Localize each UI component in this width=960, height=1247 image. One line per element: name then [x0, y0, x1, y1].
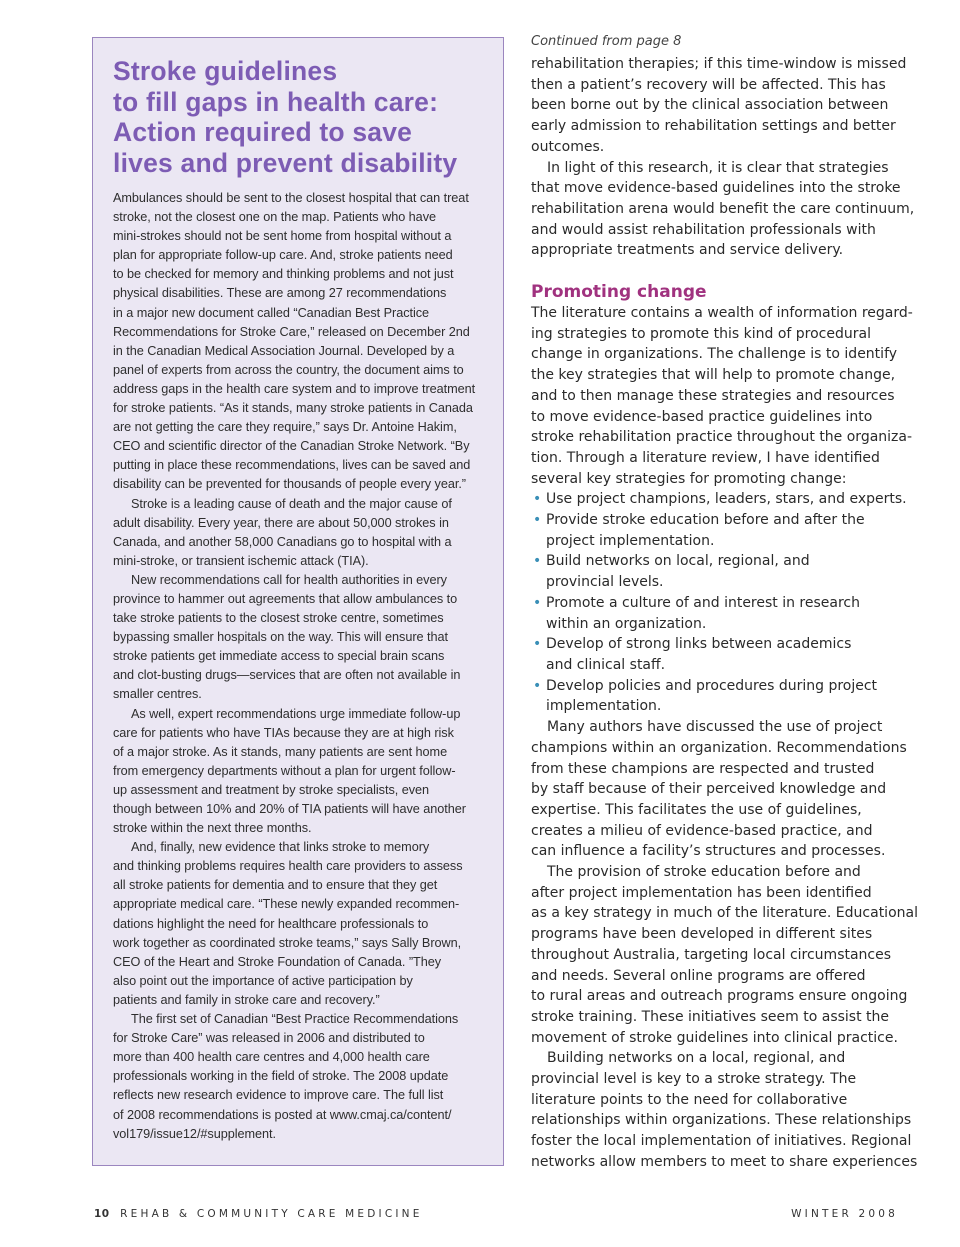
strategy-list-item: [531, 510, 901, 551]
text-line: Build networks on local, regional, and: [546, 553, 810, 570]
sidebar-paragraph: [113, 1010, 483, 1144]
sidebar-title-line: to fill gaps in health care:: [113, 86, 439, 117]
text-line: throughout Australia, targeting local circumstances: [531, 946, 892, 963]
text-line: address gaps in the health care system and to improve treatment: [113, 381, 476, 396]
strategy-list-item: [531, 489, 907, 510]
text-line: and would assist rehabilitation professionals with: [531, 221, 876, 238]
sidebar-body: [113, 189, 483, 1144]
sidebar-box: [92, 37, 504, 1166]
page-number: 10: [94, 1208, 110, 1220]
text-line: and clot-busting drugs—services that are often not available in: [113, 668, 461, 683]
strategy-list-item: [531, 676, 901, 717]
text-line: for Stroke Care” was released in 2006 and distributed to: [113, 1031, 425, 1046]
text-line: movement of stroke guidelines into clinical practice.: [531, 1029, 898, 1046]
bullet-icon: •: [533, 636, 542, 653]
text-line: in the Canadian Medical Association Journal. Developed by a: [113, 343, 455, 358]
text-line: appropriate medical care. “These newly expanded recommen-: [113, 897, 460, 912]
text-line: The literature contains a wealth of information regard-: [531, 305, 913, 322]
text-line: putting in place these recommendations, lives can be saved and: [113, 458, 471, 473]
article-paragraph: [531, 862, 918, 1048]
text-line: plan for appropriate follow-up care. And, stroke patients need: [113, 248, 453, 263]
text-line: and clinical staff.: [546, 656, 666, 673]
text-line: As well, expert recommendations urge immediate follow-up: [131, 706, 461, 721]
text-line: implementation.: [546, 698, 662, 715]
footer-issue: WINTER 2008: [791, 1208, 898, 1220]
text-line: ing strategies to promote this kind of procedural: [531, 325, 871, 342]
text-line: of a major stroke. As it stands, many patients are sent home: [113, 744, 448, 759]
text-line: Canada, and another 58,000 Canadians go to hospital with a: [113, 534, 452, 549]
text-line: professionals working in the field of stroke. The 2008 update: [113, 1069, 449, 1084]
text-line: and thinking problems requires health care providers to assess: [113, 859, 463, 874]
text-line: Ambulances should be sent to the closest hospital that can treat: [113, 191, 469, 205]
text-line: project implementation.: [546, 532, 715, 549]
text-line: provincial levels.: [546, 574, 664, 591]
sidebar-paragraph: [113, 705, 483, 839]
text-line: patients and family in stroke care and recovery.”: [113, 992, 380, 1007]
text-line: mini-stroke, or transient ischemic attack (TIA).: [113, 553, 369, 568]
text-line: though between 10% and 20% of TIA patients will have another: [113, 802, 466, 816]
text-line: And, finally, new evidence that links stroke to memory: [131, 840, 430, 855]
footer-publication: [94, 1208, 423, 1220]
strategy-list-item: [531, 634, 901, 675]
article-paragraph: [531, 54, 907, 158]
article-paragraph: [531, 1048, 918, 1172]
article-paragraph: [531, 158, 915, 262]
text-line: that move evidence-based guidelines into the stroke: [531, 180, 901, 197]
text-line: from these champions are respected and trusted: [531, 760, 875, 777]
text-line: Promote a culture of and interest in research: [546, 594, 861, 611]
text-line: stroke within the next three months.: [113, 821, 312, 836]
text-line: reflects new research evidence to improve care. The full list: [113, 1088, 444, 1103]
text-line: work together as coordinated stroke teams,” says Sally Brown,: [113, 935, 462, 950]
text-line: been borne out by the clinical association between: [531, 97, 889, 114]
sidebar-title-line: Action required to save: [113, 117, 413, 147]
text-line: province to hammer out agreements that allow ambulances to: [113, 591, 458, 606]
text-line: take stroke patients to the closest stroke centre, sometimes: [113, 611, 444, 626]
bullet-icon: •: [533, 553, 542, 570]
continued-label: Continued from page 8: [531, 34, 682, 49]
sidebar-paragraph: [113, 189, 483, 495]
text-line: all stroke patients for dementia and to ensure that they get: [113, 878, 438, 893]
text-line: and to then manage these strategies and resources: [531, 387, 895, 404]
text-line: The provision of stroke education before and: [547, 864, 861, 881]
text-line: The first set of Canadian “Best Practice Recommendations: [131, 1012, 459, 1027]
text-line: expertise. This facilitates the use of guidelines,: [531, 801, 862, 818]
bullet-icon: •: [533, 512, 542, 529]
text-line: after project implementation has been identified: [531, 884, 872, 901]
text-line: stroke training. These initiatives seem to assist the: [531, 1008, 890, 1025]
strategy-list-item: [531, 551, 901, 592]
text-line: In light of this research, it is clear that strategies: [547, 159, 889, 176]
text-line: also point out the importance of active participation by: [113, 973, 413, 988]
text-line: Many authors have discussed the use of project: [547, 719, 883, 736]
text-line: provincial level is key to a stroke strategy. The: [531, 1071, 857, 1088]
text-line: networks allow members to meet to share experiences: [531, 1153, 918, 1170]
text-line: then a patient’s recovery will be affected. This has: [531, 76, 886, 93]
text-line: up assessment and treatment by stroke specialists, even: [113, 782, 430, 797]
text-line: creates a milieu of evidence-based practice, and: [531, 822, 873, 839]
text-line: outcomes.: [531, 138, 605, 155]
text-line: Develop policies and procedures during project: [546, 677, 878, 694]
text-line: disability can be prevented for thousands of people every year.”: [113, 477, 466, 492]
bullet-icon: •: [533, 491, 542, 508]
section-heading: Promoting change: [531, 282, 707, 303]
main-article-column: [531, 33, 918, 1173]
text-line: to rural areas and outreach programs ensure ongoing: [531, 988, 908, 1005]
text-line: programs have been developed in different sites: [531, 926, 873, 943]
text-line: smaller centres.: [113, 687, 202, 702]
text-line: several key strategies for promoting change:: [531, 470, 847, 487]
body-paragraphs: [531, 717, 918, 1172]
text-line: the key strategies that will help to promote change,: [531, 367, 896, 384]
text-line: of 2008 recommendations is posted at www.cmaj.ca/content/: [113, 1107, 452, 1122]
text-line: in a major new document called “Canadian Best Practice: [113, 305, 430, 320]
text-line: rehabilitation arena would benefit the care continuum,: [531, 200, 915, 217]
text-line: stroke, not the closest one on the map. Patients who have: [113, 210, 436, 225]
text-line: as a key strategy in much of the literature. Educational: [531, 905, 918, 922]
sidebar-title: [113, 56, 483, 178]
strategy-list-item: [531, 593, 901, 634]
text-line: adult disability. Every year, there are about 50,000 strokes in: [113, 515, 449, 530]
text-line: change in organizations. The challenge is to identify: [531, 346, 898, 363]
text-line: relationships within organizations. These relationships: [531, 1112, 912, 1129]
text-line: mini-strokes should not be sent home from hospital without a: [113, 229, 452, 244]
text-line: to be checked for memory and thinking problems and not just: [113, 267, 454, 282]
text-line: more than 400 health care centres and 4,000 health care: [113, 1050, 430, 1065]
text-line: tion. Through a literature review, I have identified: [531, 449, 880, 466]
text-line: CEO of the Heart and Stroke Foundation of Canada. ”They: [113, 954, 442, 969]
text-line: stroke rehabilitation practice throughout the organiza-: [531, 429, 913, 446]
text-line: for stroke patients. “As it stands, many stroke patients in Canada: [113, 401, 473, 416]
intro-paragraphs: [531, 54, 915, 261]
text-line: Recommendations for Stroke Care,” released on December 2nd: [113, 324, 470, 339]
text-line: New recommendations call for health authorities in every: [131, 572, 447, 587]
bullet-icon: •: [533, 677, 542, 694]
text-line: within an organization.: [546, 615, 707, 632]
text-line: Stroke is a leading cause of death and the major cause of: [131, 496, 452, 511]
text-line: are not getting the care they require,” says Dr. Antoine Hakim,: [113, 420, 457, 435]
text-line: dations highlight the need for healthcare professionals to: [113, 916, 429, 931]
sidebar-title-line: Stroke guidelines: [113, 56, 338, 86]
sidebar-title-line: lives and prevent disability: [113, 147, 458, 178]
text-line: Building networks on a local, regional, and: [547, 1050, 846, 1067]
text-line: Develop of strong links between academics: [546, 636, 852, 653]
article-paragraph: [531, 717, 907, 862]
text-line: by staff because of their perceived knowledge and: [531, 781, 887, 798]
text-line: CEO and scientific director of the Canadian Stroke Network. “By: [113, 439, 470, 454]
text-line: early admission to rehabilitation settings and better: [531, 118, 896, 135]
text-line: appropriate treatments and service delivery.: [531, 242, 844, 259]
publication-name: REHAB & COMMUNITY CARE MEDICINE: [120, 1208, 423, 1220]
text-line: stroke patients get immediate access to special brain scans: [113, 649, 445, 664]
text-line: bypassing smaller hospitals on the way. This will ensure that: [113, 630, 448, 645]
text-line: can influence a facility’s structures and processes.: [531, 843, 886, 860]
text-line: from emergency departments without a plan for urgent follow-: [113, 763, 456, 778]
section-intro-paragraph: [531, 303, 913, 489]
text-line: literature points to the need for collaborative: [531, 1091, 848, 1108]
text-line: to move evidence-based practice guidelines into: [531, 408, 873, 425]
sidebar-paragraph: [113, 571, 483, 705]
text-line: Use project champions, leaders, stars, and experts.: [546, 491, 907, 508]
text-line: vol179/issue12/#supplement.: [113, 1126, 276, 1141]
text-line: rehabilitation therapies; if this time-window is missed: [531, 56, 907, 72]
text-line: care for patients who have TIAs because they are at high risk: [113, 725, 454, 740]
sidebar-paragraph: [113, 495, 483, 571]
text-line: Provide stroke education before and after the: [546, 512, 865, 529]
text-line: panel of experts from across the country, the document aims to: [113, 362, 464, 377]
text-line: physical disabilities. These are among 27 recommendations: [113, 286, 447, 301]
sidebar-paragraph: [113, 838, 483, 1010]
text-line: champions within an organization. Recommendations: [531, 739, 907, 756]
text-line: foster the local implementation of initiatives. Regional: [531, 1133, 912, 1150]
bullet-icon: •: [533, 594, 542, 611]
text-line: and needs. Several online programs are offered: [531, 967, 866, 984]
strategy-list: [531, 489, 907, 717]
